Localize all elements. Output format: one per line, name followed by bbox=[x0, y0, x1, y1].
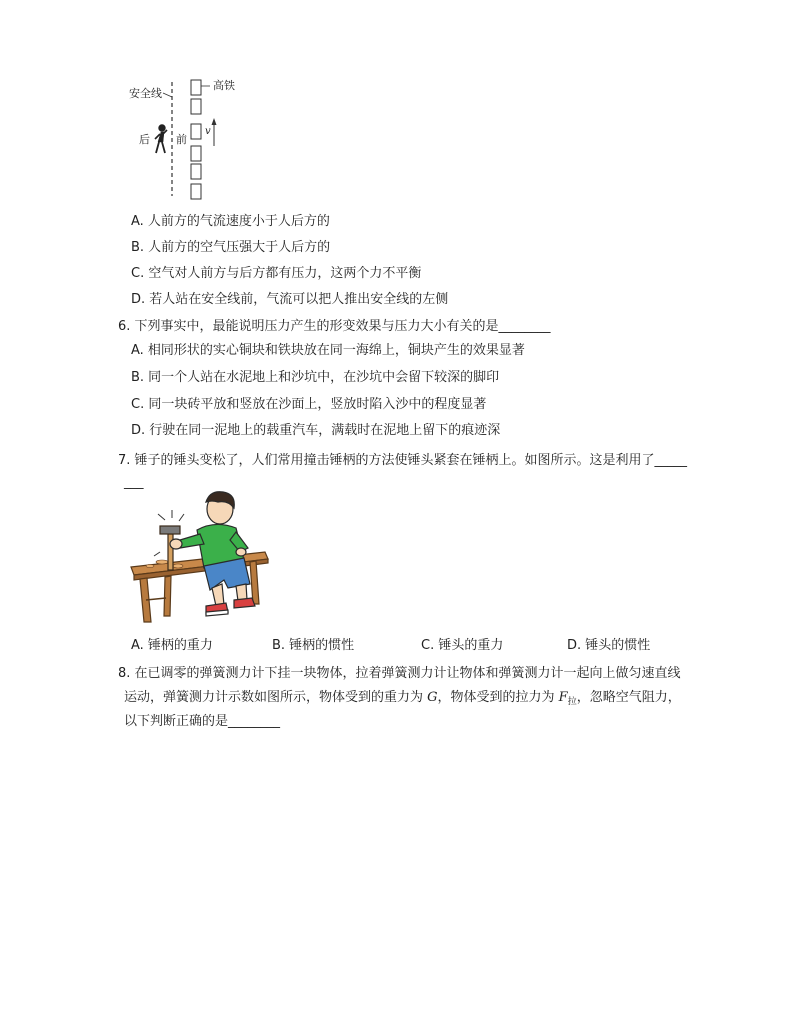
q5-option-d: D. 若人站在安全线前，气流可以把人推出安全线的左侧 bbox=[131, 292, 449, 307]
q8-stem-line1: 8. 在已调零的弹簧测力计下挂一块物体，拉着弹簧测力计让物体和弹簧测力计一起向上做匀速直线 bbox=[118, 666, 681, 681]
pull-force-symbol bbox=[559, 690, 577, 705]
q5-option-b: B. 人前方的空气压强大于人后方的 bbox=[131, 240, 331, 255]
safety-line-label: 安全线 bbox=[129, 87, 162, 100]
bench bbox=[131, 552, 268, 622]
q7-option-c: C. 锤头的重力 bbox=[421, 638, 504, 653]
q7-stem-line1: 7. 锤子的锤头变松了，人们常用撞击锤柄的方法使锤头紧套在锤柄上。如图所示。这是利用了_____ bbox=[118, 453, 688, 468]
q8-stem-line3: 以下判断正确的是________ bbox=[124, 714, 281, 729]
pull-force-letter: F bbox=[558, 690, 568, 705]
train-label: 高铁 bbox=[213, 79, 235, 92]
q6-option-d: D. 行驶在同一泥地上的载重汽车，满载时在泥地上留下的痕迹深 bbox=[131, 423, 501, 438]
q7-option-d: D. 锤头的惯性 bbox=[567, 638, 651, 653]
q7-stem-line2: ___ bbox=[124, 475, 144, 490]
front-label: 前 bbox=[176, 133, 187, 146]
q8-stem-line2 bbox=[124, 689, 681, 711]
q6-option-c: C. 同一块砖平放和竖放在沙面上，竖放时陷入沙中的程度显著 bbox=[131, 397, 487, 412]
q5-option-c: C. 空气对人前方与后方都有压力，这两个力不平衡 bbox=[131, 266, 422, 281]
pull-force-subscript: 拉 bbox=[567, 697, 577, 707]
q6-option-b: B. 同一个人站在水泥地上和沙坑中，在沙坑中会留下较深的脚印 bbox=[131, 370, 500, 385]
worker-figure bbox=[170, 492, 255, 616]
q7-option-a: A. 锤柄的重力 bbox=[131, 638, 213, 653]
gravity-symbol: G bbox=[427, 690, 438, 705]
q8-line2-part-c: ，忽略空气阻力， bbox=[576, 690, 681, 705]
q6-option-a: A. 相同形状的实心铜块和铁块放在同一海绵上，铜块产生的效果显著 bbox=[131, 343, 525, 358]
q8-line2-part-b: ，物体受到的拉力为 bbox=[437, 690, 559, 705]
q5-option-a: A. 人前方的气流速度小于人后方的 bbox=[131, 214, 330, 229]
q8-line2-part-a: 运动，弹簧测力计示数如图所示，物体受到的重力为 bbox=[124, 690, 428, 705]
velocity-label: v bbox=[205, 126, 211, 137]
q6-stem: 6. 下列事实中，最能说明压力产生的形变效果与压力大小有关的是________ bbox=[118, 319, 551, 334]
back-label: 后 bbox=[139, 133, 150, 146]
q7-option-b: B. 锤柄的惯性 bbox=[272, 638, 355, 653]
